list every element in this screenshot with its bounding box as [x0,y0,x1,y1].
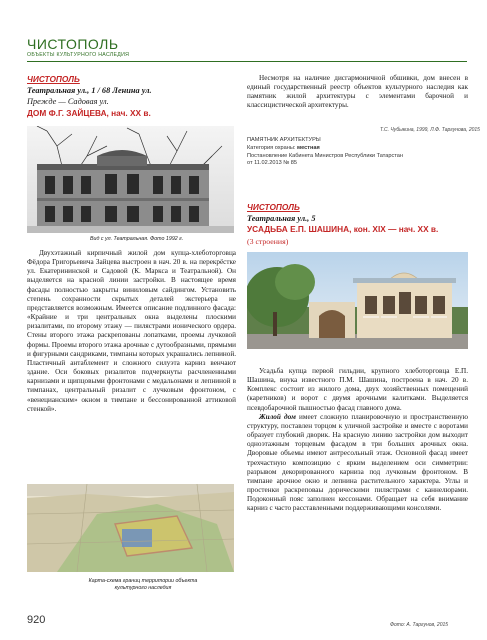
entry1-photo-caption: Вид с ул. Театральная. Фото 1992 г. [90,236,184,242]
entry2-paragraph-2: Жилой дом имеет сложную планировочную и пространственную структуру, поставлен торцом к уличной застройке и вместе с воротами образует глубокий дворик. На красную линию застройки дом выходит одноэтажным торцевым фасадом в три больших арочных окна. Дворовые объемы имеют антресольный этаж. Основной фасад имеет трехчастную композицию с ярким выделением оси симметрии: разрывом декорированного карниза под лучковым фронтоном. В тимпане арочное окно и лепнина растительного характера. Углы и простенки раскреповаы дорическими пилястрами с каннелюрами. Подоконный пояс заполнен кессонами. Обращает на себя внимание карниз с часто расставленными поддерживающими консолями. [247,412,468,513]
protection-category-value: местная [297,144,320,151]
entry2-city: ЧИСТОПОЛЬ [247,202,300,212]
entry2-paragraph-1: Усадьба купца первой гильдии, крупного хлеботорговца Е.П. Шашина, внука известного П.М. Шашина, построена в нач. 20 в. Комплекс состоит из жилого дома, двух хозяйственных помещений (каретников) и ворот с двумя арочными калитками. Выделяется псевдобарочной пышностью фасад главного дома. [247,367,468,412]
section-subtitle: ОБЪЕКТЫ КУЛЬТУРНОГО НАСЛЕДИЯ [27,52,130,58]
entry1-legal-info [247,137,472,168]
entry1-title: ДОМ Ф.Г. ЗАЙЦЕВА, нач. XX в. [27,107,151,118]
resolution-line: Постановление Кабинета Министров Республики Татарстан [247,152,403,159]
entry2-title: УСАДЬБА Е.П. ШАШИНА, кон. XIX — нач. XX в. [247,224,439,235]
entry1-heading [27,74,237,119]
protection-category: Категория охраны: местная [247,144,320,151]
entry1-paragraph: Двухэтажный кирпичный жилой дом купца-хлеботорговца Фёдора Григорьевича Зайцева выстроен в нач. 20 в. на перекрёстке ул. Екатерининской и Садовой (К. Маркса и Театральной). Он выделяется на красной линии застройки. В настоящее время фасады полностью закрыты виниловым сайдингом. Установить степень сохранности скрытых деталей экстерьера не представляется возможным. Имеется описание подлинного фасада: «Крайние и три центральных окна выделены плоскими ризалитами, по второму этажу — пилястрами ионического ордера. Стены второго этажа раскрепованы лопатками, проемы лучковой формы. Проемы второго этажа арочные с дутообразными, прямыми и фигурными сандриками, тимпаны которых украшались лепниной. Пластичный антаблемент и сложного силуэта карниз венчают здание. Оси боковых ризалитов подчеркнуты расчлененными карнизами и щипцовыми фронтонами с медальонами и лепниной в тимпанах, центральный ризалит с лучковым фронтоном, с «венецианским» окном в тимпане и бессонированной аттиковой стенкой». [27,249,236,413]
entry1-address: Театральная ул., 1 / 68 Ленина ул. [27,86,152,96]
monument-type: ПАМЯТНИК АРХИТЕКТУРЫ [247,137,321,143]
entry1-authors: Т.С. Чубыкина, 1999, Л.Ф. Таргунова, 2015 [380,127,480,133]
entry1-body [27,249,236,477]
entry2-address: Театральная ул., 5 [247,214,316,224]
entry2-lead: Жилой дом [259,412,296,421]
entry2-heading [247,202,472,247]
entry1-map-caption: Карта-схема границ территории объекта культурного наследия [88,578,198,591]
header-divider [27,61,467,62]
entry2-building-count: (3 строения) [247,236,289,246]
entry2-body [247,367,468,607]
resolution-date: от 11.02.2013 № 85 [247,160,298,167]
entry1-right-text [247,74,468,111]
section-title: ЧИСТОПОЛЬ [27,36,119,52]
entry1-conclusion: Несмотря на наличие дисгармоничной обшивки, дом внесен в единый государственный реестр объектов культурного наследия как памятник жилой архитектуры с элементами барочной и классицистической архитектуры. [247,74,468,110]
page-number: 920 [27,614,46,626]
entry1-former-name: Прежде — Садовая ул. [27,97,109,107]
entry1-city: ЧИСТОПОЛЬ [27,74,80,84]
entry2-photo [247,252,468,349]
entry1-map [27,484,234,572]
entry1-photo [27,126,234,233]
entry2-photo-credit: Фото: А. Таргунов, 2015 [390,622,449,628]
